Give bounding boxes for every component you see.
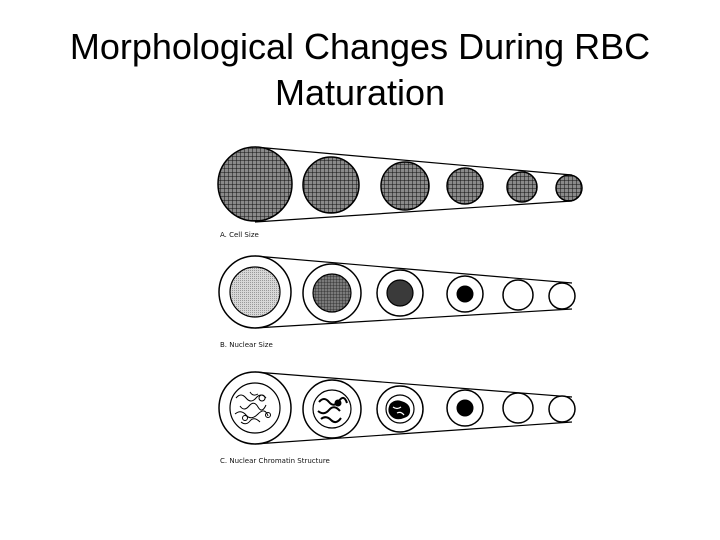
cell-stage-5 xyxy=(507,172,537,202)
cell-stage-5 xyxy=(503,280,533,310)
cell-stage-3 xyxy=(381,162,429,210)
cell-stage-6 xyxy=(549,283,575,309)
nucleus-stage-2 xyxy=(313,390,351,428)
nucleus-stage-2 xyxy=(313,274,351,312)
cell-stage-4 xyxy=(447,168,483,204)
cell-stage-6 xyxy=(549,396,575,422)
cell-stage-1 xyxy=(218,147,292,221)
cell-stage-6 xyxy=(556,175,582,201)
panel-cell-size xyxy=(218,147,582,239)
panel-label-chromatin-structure: C. Nuclear Chromatin Structure xyxy=(220,457,330,465)
nucleus-stage-4-pyknotic xyxy=(457,400,473,416)
panel-label-nuclear-size: B. Nuclear Size xyxy=(220,341,273,349)
nucleus-stage-3 xyxy=(387,280,413,306)
panel-nuclear-size xyxy=(219,256,575,349)
title-line-2: Maturation xyxy=(274,72,446,113)
title-line-1: Morphological Changes During RBC xyxy=(69,26,651,67)
nucleus-stage-1 xyxy=(230,383,280,433)
panel-chromatin-structure xyxy=(219,372,575,465)
cell-stage-5 xyxy=(503,393,533,423)
nucleus-stage-1 xyxy=(230,267,280,317)
panel-label-cell-size: A. Cell Size xyxy=(220,231,259,239)
cell-stage-2 xyxy=(303,157,359,213)
nucleus-stage-4 xyxy=(457,286,473,302)
